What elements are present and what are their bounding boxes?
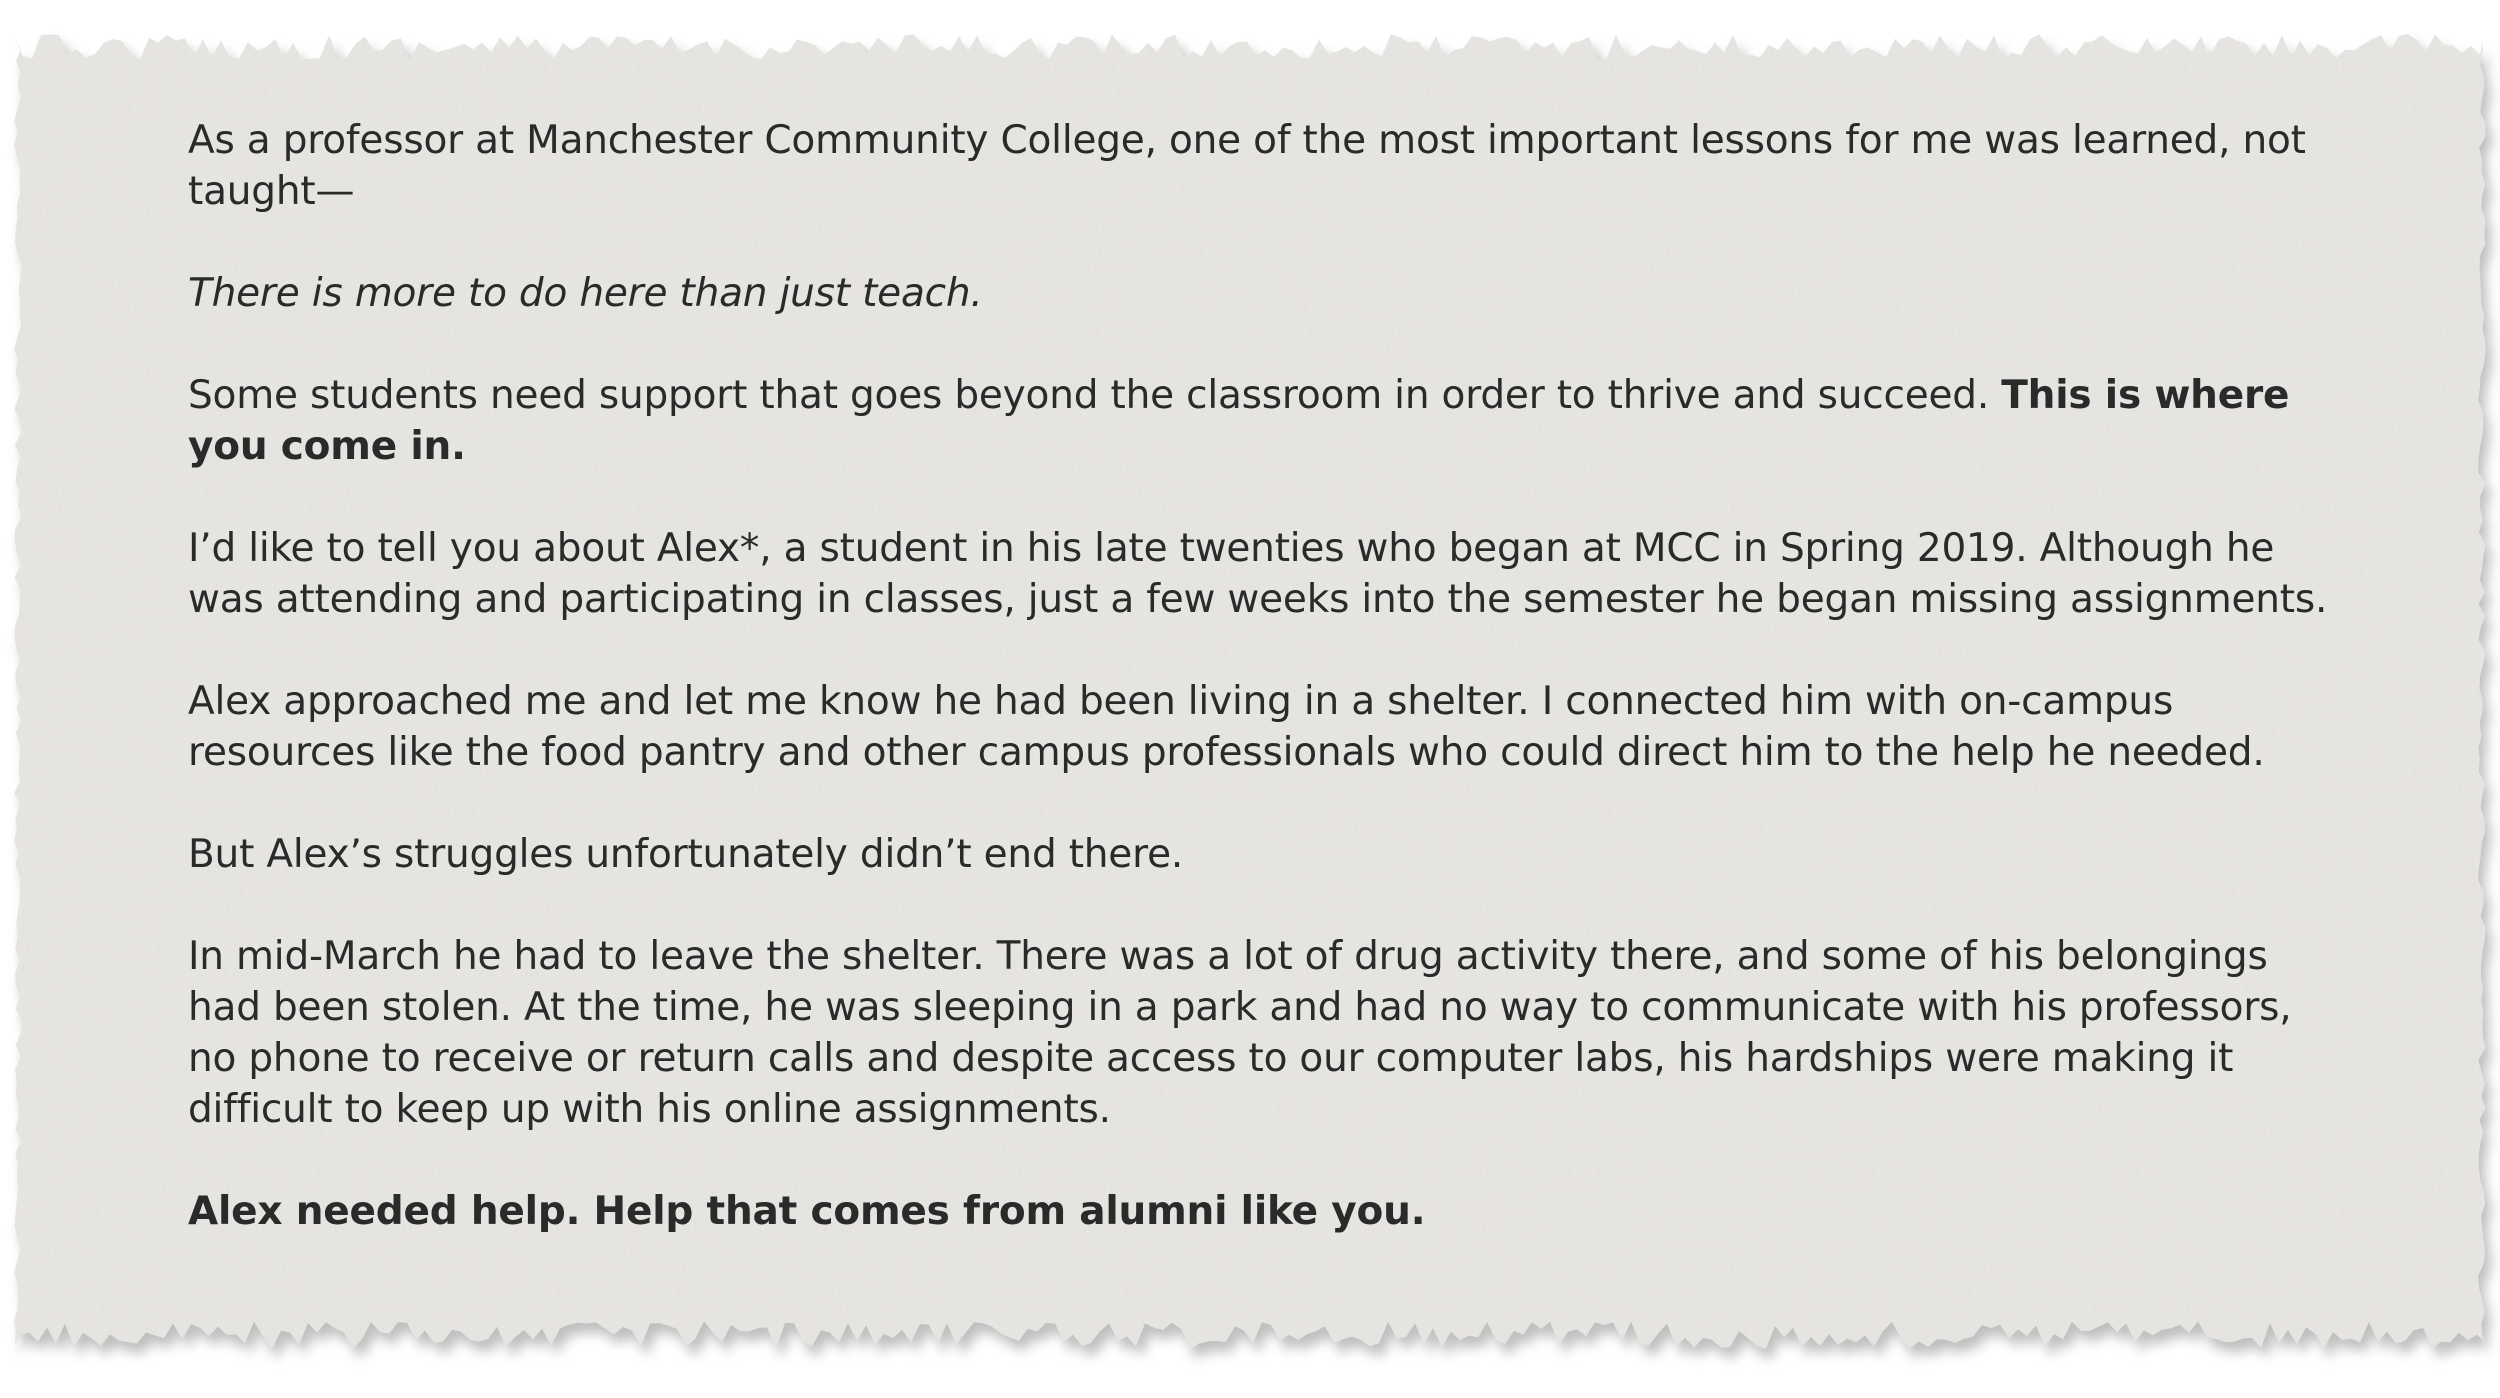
paragraph-alex-intro: I’d like to tell you about Alex*, a student in his late twenties who began at MCC in Spring 2019. Although he was attending and participating in classes, just a few weeks into the semester he began missing assignments. [188,526,2328,622]
support-emphasis: This is where you come in. [188,373,2290,469]
paragraph-mid-march: In mid-March he had to leave the shelter. There was a lot of drug activity there, and some of his belongings had been stolen. At the time, he was sleeping in a park and had no way to communicate with his professors, no phone to receive or return calls and despite access to our computer labs, his hardships were making it difficult to keep up with his online assignments. [188,934,2292,1132]
support-text: Some students need support that goes beyond the classroom in order to thrive and succeed. [188,373,2002,418]
paragraph-support [188,370,2348,472]
letter-body [188,115,2348,1237]
paragraph-shelter: Alex approached me and let me know he had been living in a shelter. I connected him with on-campus resources like the food pantry and other campus professionals who could direct him to the help he needed. [188,679,2265,775]
paragraph-struggles: But Alex’s struggles unfortunately didn’t end there. [188,832,1184,877]
paragraph-call-to-action: Alex needed help. Help that comes from alumni like you. [188,1189,1426,1234]
paragraph-intro: As a professor at Manchester Community College, one of the most important lessons for me was learned, not taught— [188,118,2306,214]
paragraph-italic-quote: There is more to do here than just teach. [188,271,983,316]
